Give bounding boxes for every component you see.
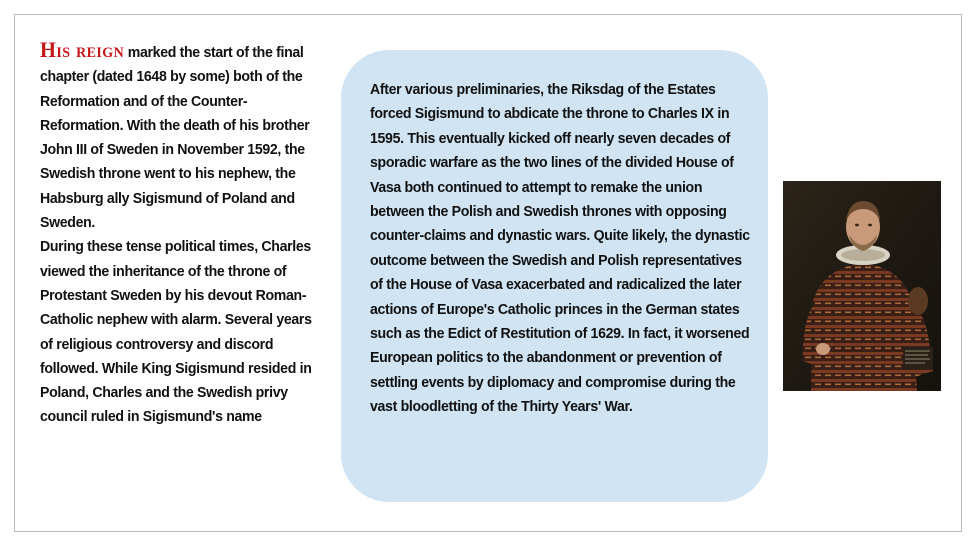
section-heading: His reign: [40, 37, 125, 62]
callout-text: After various preliminaries, the Riksdag of the Estates forced Sigismund to abdicate the throne to Charles IX in 1595. This eventually kicked off nearly seven decades of sporadic warfare as the two lines of the divided House of Vasa both continued to attempt to remake the union between the Polish and Swedish thrones with opposing counter-claims and dynastic wars. Quite likely, the dynastic outcome between the Swedish and Polish representatives of the House of Vasa exacerbated and radicalized the later actions of Europe's Catholic princes in the German states such as the Edict of Restitution of 1629. In fact, it worsened European politics to the abandonment or prevention of settling events by diplomacy and compromise during the vast bloodletting of the Thirty Years' War.: [370, 81, 750, 416]
portrait-image: [783, 181, 941, 391]
second-paragraph: During these tense political times, Charles viewed the inheritance of the throne of Protestant Sweden by his devout Roman-Catholic nephew with alarm. Several years of religious controversy and discord followed. While King Sigismund resided in Poland, Charles and the Swedish privy council ruled in Sigismund's name: [40, 238, 312, 426]
intro-paragraph: [40, 38, 319, 235]
left-column-text: [40, 38, 319, 430]
intro-text: marked the start of the final chapter (dated 1648 by some) both of the Reformation and of the Counter-Reformation. With the death of his brother John III of Sweden in November 1592, the Swedish throne went to his nephew, the Habsburg ally Sigismund of Poland and Sweden.: [40, 44, 310, 232]
